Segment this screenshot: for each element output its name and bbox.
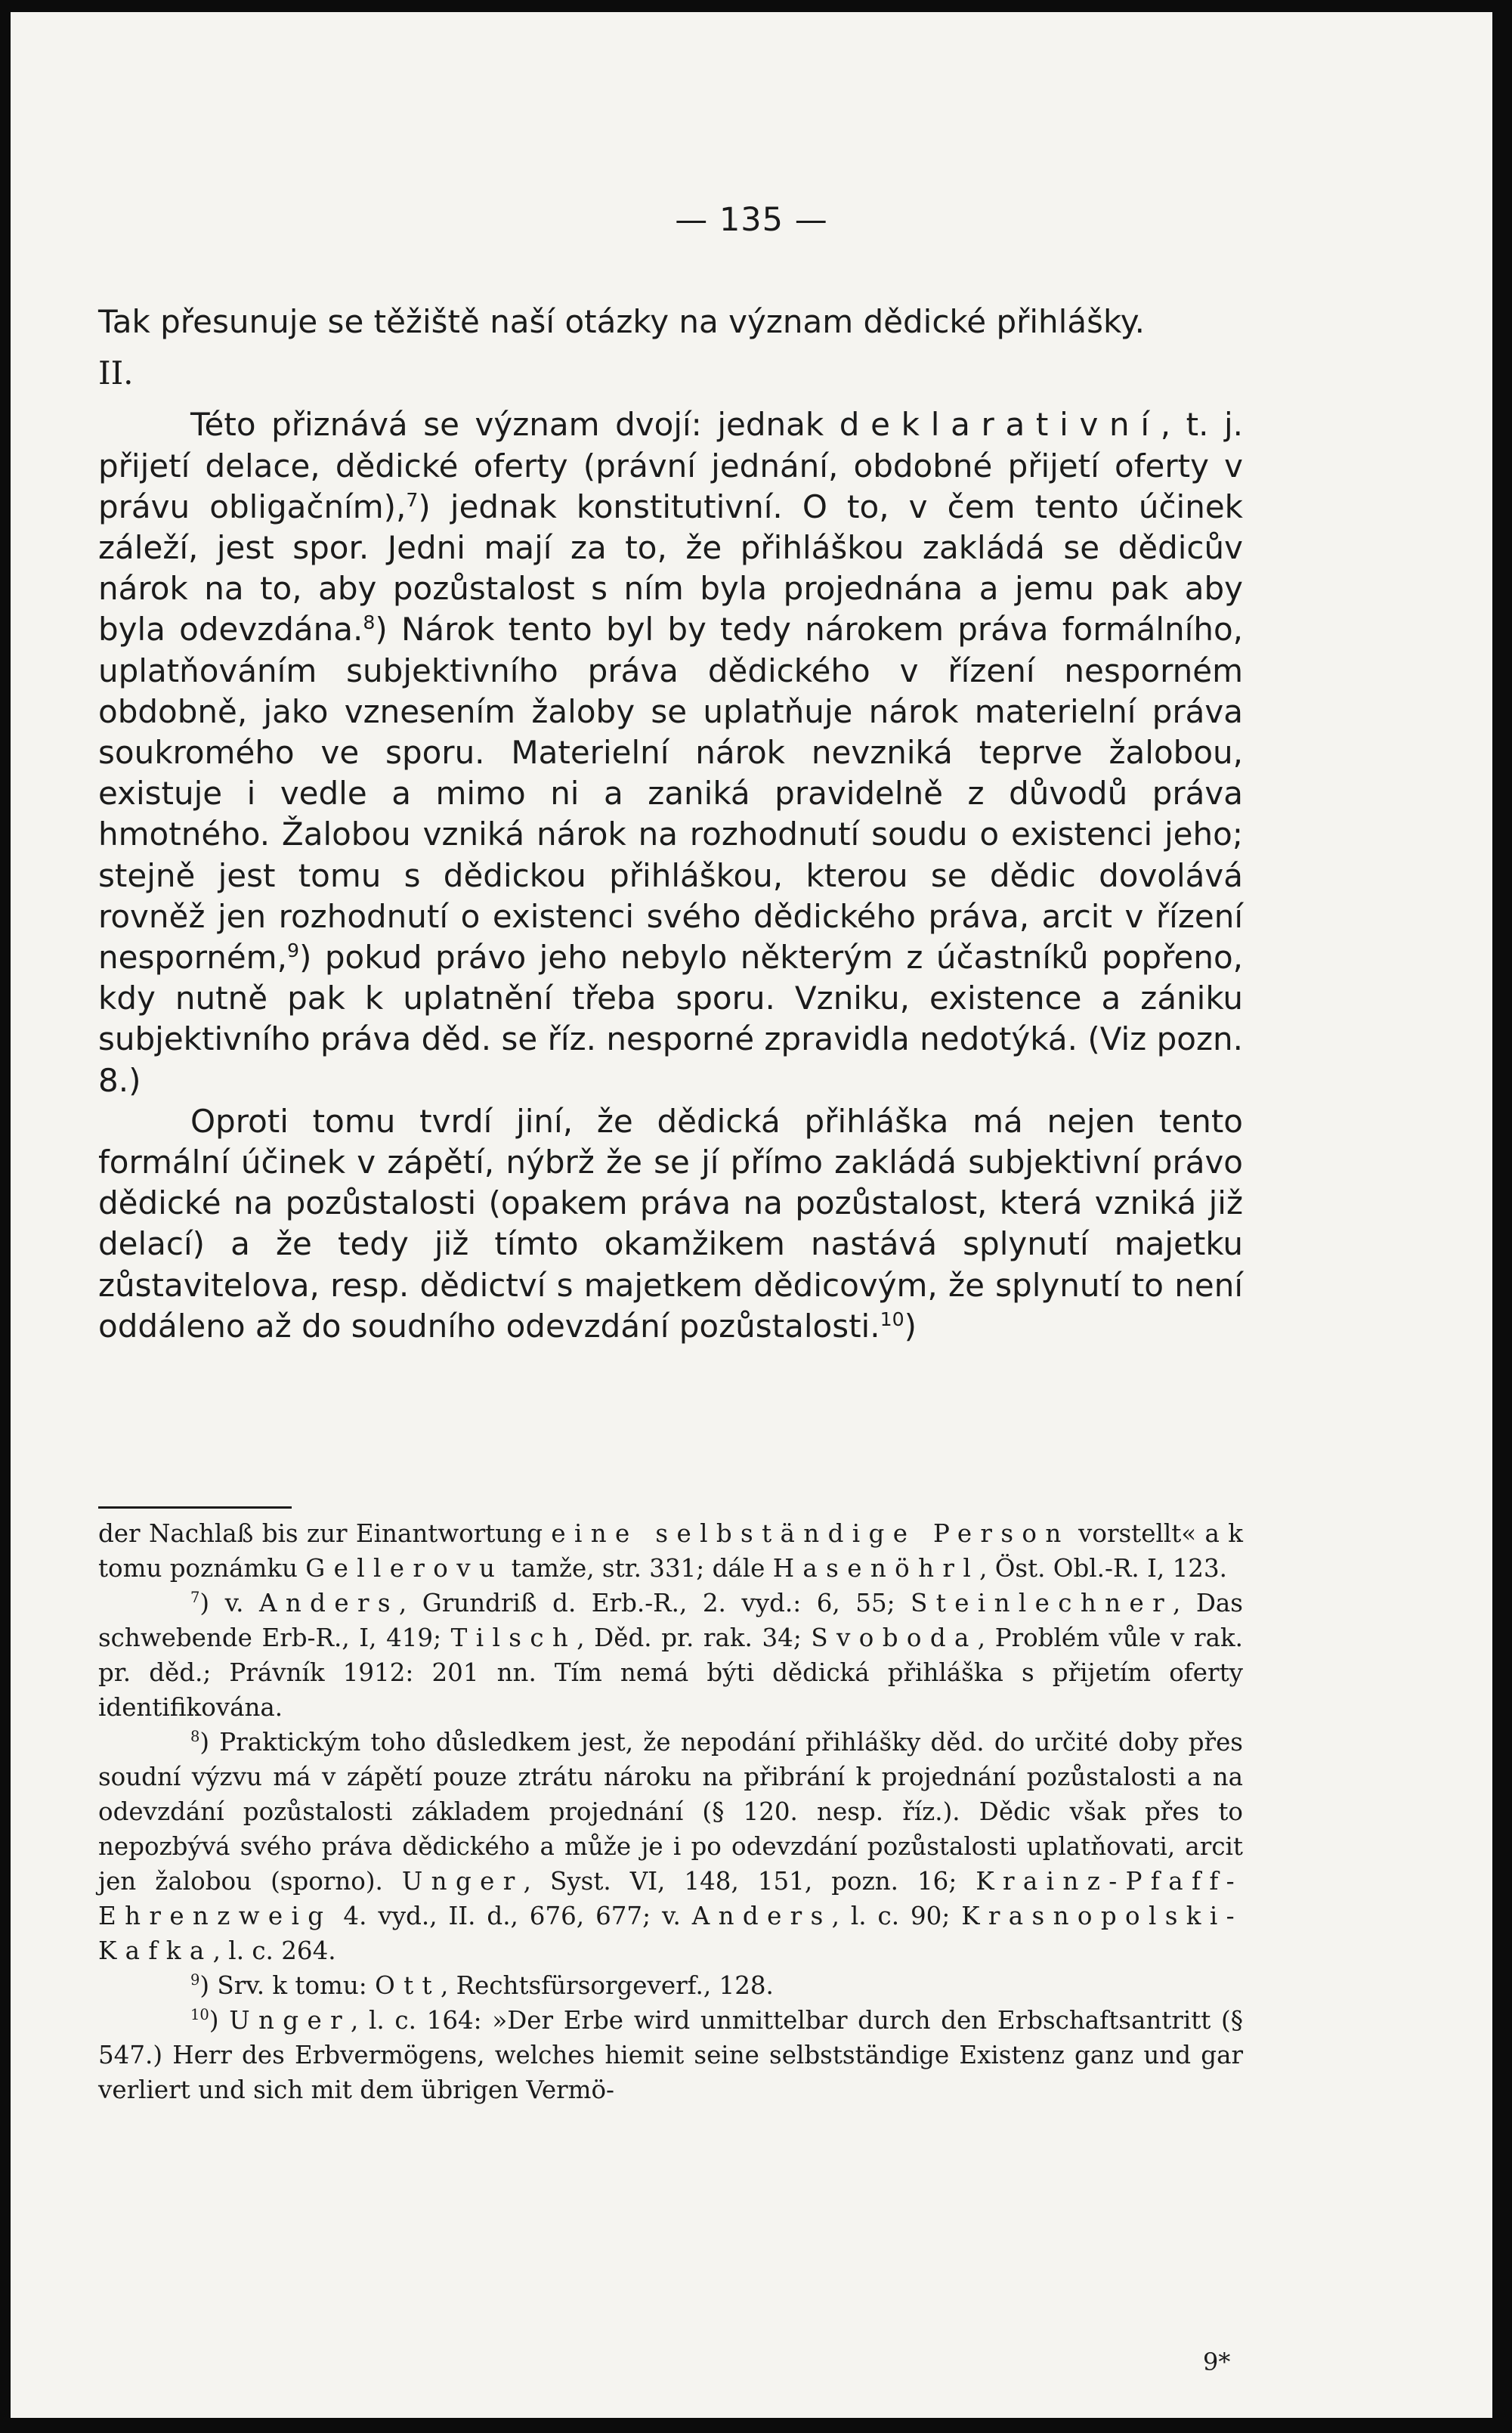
spaced-term: Krasnopolski-Kafka <box>98 1902 1243 1965</box>
text-run: , Děd. pr. rak. 34; <box>577 1624 812 1652</box>
text-run: ) jednak konstitutivní. O to, v čem tento účinek záleží, jest spor. Jedni mají za to, že přihláškou zakládá se dědicův nárok na to, aby pozůstalost s ním byla projednána a jemu pak aby byla odevzdána. <box>98 488 1243 648</box>
text-run: , l. c. 164: »Der Erbe wird unmittelbar durch den Erbschaftsantritt (§ 547.) Herr des Erbvermögens, welches hiemit seine selbstständige Existenz ganz und gar verliert und sich mit dem übrigen Vermö- <box>98 2006 1243 2104</box>
footnote-mark: 9 <box>190 1971 200 1989</box>
text-run: ) v. <box>199 1589 260 1617</box>
text-run: ) Srv. k tomu: <box>199 1971 376 2000</box>
spaced-term: Hasenöhrl <box>772 1554 980 1583</box>
text-run: , Syst. VI, 148, 151, pozn. 16; <box>523 1867 976 1896</box>
page-number: — 135 — <box>675 201 828 239</box>
spaced-term: Krainz-Pfaff-Ehrenzweig <box>98 1867 1243 1930</box>
footnote-mark: 10 <box>190 2006 209 2024</box>
paragraph-2 <box>98 1101 1243 1347</box>
footnote-mark: 8 <box>190 1728 200 1746</box>
text-run: ) <box>904 1307 917 1345</box>
text-run: , l. c. 264. <box>212 1936 336 1965</box>
footnote-7 <box>98 1586 1243 1725</box>
text-run: , Öst. Obl.-R. I, 123. <box>979 1554 1227 1583</box>
text-run: , Problém vůle v rak. pr. děd.; Právník 1912: 201 nn. Tím nemá býti dědická přihláška s přijetím oferty identifikována. <box>98 1624 1243 1722</box>
text-run: vorstellt« a k tomu poznámku <box>98 1519 1243 1583</box>
footnote-continuation <box>98 1516 1243 1586</box>
footnote-ref: 10 <box>880 1308 904 1330</box>
sheet-signature: 9* <box>1203 2348 1231 2376</box>
footnotes <box>98 1516 1243 2107</box>
footnote-divider <box>98 1506 292 1509</box>
spaced-term: Unger <box>401 1867 524 1896</box>
spaced-term: Anders <box>691 1902 832 1930</box>
spaced-term: deklarativní <box>839 406 1161 444</box>
spaced-term: Svoboda <box>811 1624 978 1652</box>
text-run: , l. c. 90; <box>831 1902 962 1930</box>
footnote-ref: 7 <box>406 488 419 511</box>
spaced-term: Ott <box>375 1971 441 2000</box>
footnote-ref: 9 <box>286 939 299 962</box>
main-text <box>98 302 1243 1347</box>
text-run: ) Praktickým toho důsledkem jest, že nepodání přihlášky děd. do určité doby přes soudní výzvu má v zápětí pouze ztrátu nároku na přibrání k projednání pozůstalosti a na odevzdání pozůstalosti základem projednání (§ 120. nesp. říz.). Dědic však přes to nepozbývá svého práva dědického a může je i po odevzdání pozůstalosti uplatňovati, arcit jen žalobou (sporno). <box>98 1728 1243 1896</box>
book-page <box>11 12 1492 2418</box>
text-run: ) <box>209 2006 230 2035</box>
footnote-10 <box>98 2003 1243 2107</box>
text-run: der Nachlaß bis zur Einantwortung <box>98 1519 552 1548</box>
text-run: , t. j. přijetí delace, dědické oferty (právní jednání, obdobné přijetí oferty v právu obligačním), <box>98 406 1244 525</box>
text-run: ) Nárok tento byl by tedy nárokem práva formálního, uplatňováním subjektivního práva dědického v řízení nesporném obdobně, jako vznesením žaloby se uplatňuje nárok materielní práva soukromého ve sporu. Materielní nárok nevzniká teprve žalobou, existuje i vedle a mimo ni a zaniká pravidelně z důvodů práva hmotného. Žalobou vzniká nárok na rozhodnutí soudu o existenci jeho; stejně jest tomu s dědickou přihláškou, kterou se dědic dovolává rovněž jen rozhodnutí o existenci svého dědického práva, arcit v řízení nesporném, <box>98 611 1243 977</box>
spaced-term: Gellerovu <box>305 1554 504 1583</box>
text-run: tamže, str. 331; dále <box>503 1554 773 1583</box>
paragraph-1 <box>98 404 1243 1100</box>
section-heading: II. <box>98 354 134 392</box>
text-run: Této přiznává se význam dvojí: jednak <box>190 406 839 444</box>
text-run: ) pokud právo jeho nebylo některým z účastníků popřeno, kdy nutně pak k uplatnění třeba sporu. Vzniku, existence a zániku subjektivního práva děd. se říz. nesporné zpravidla nedotýká. (Viz pozn. 8.) <box>98 939 1243 1099</box>
spaced-term: eine selbständige Person <box>551 1519 1070 1548</box>
spaced-term: Steinlechner <box>911 1589 1173 1617</box>
spaced-term: Tilsch <box>450 1624 577 1652</box>
footnote-8 <box>98 1725 1243 1968</box>
text-run: , Rechtsfürsorgeverf., 128. <box>440 1971 774 2000</box>
intro-paragraph: Tak přesunuje se těžiště naší otázky na význam dědické přihlášky. <box>98 303 1145 340</box>
spaced-term: Unger <box>229 2006 351 2035</box>
footnote-ref: 8 <box>363 611 376 634</box>
text-run: Oproti tomu tvrdí jiní, že dědická přihláška má nejen tento formální účinek v zápětí, nýbrž že se jí přímo zakládá subjektivní právo dědické na pozůstalosti (opakem práva na pozůstalost, která vzniká již delací) a že tedy již tímto okamžikem nastává splynutí majetku zůstavitelova, resp. dědictví s majetkem dědicovým, že splynutí to není oddáleno až do soudního odevzdání pozůstalosti. <box>98 1102 1243 1345</box>
footnote-9 <box>98 1968 1243 2003</box>
spaced-term: Anders <box>259 1589 399 1617</box>
footnote-mark: 7 <box>190 1589 200 1607</box>
text-run: , Das schwebende Erb-R., I, 419; <box>98 1589 1243 1652</box>
text-run: , Grundriß d. Erb.-R., 2. vyd.: 6, 55; <box>398 1589 911 1617</box>
text-run: 4. vyd., II. d., 676, 677; v. <box>332 1902 692 1930</box>
